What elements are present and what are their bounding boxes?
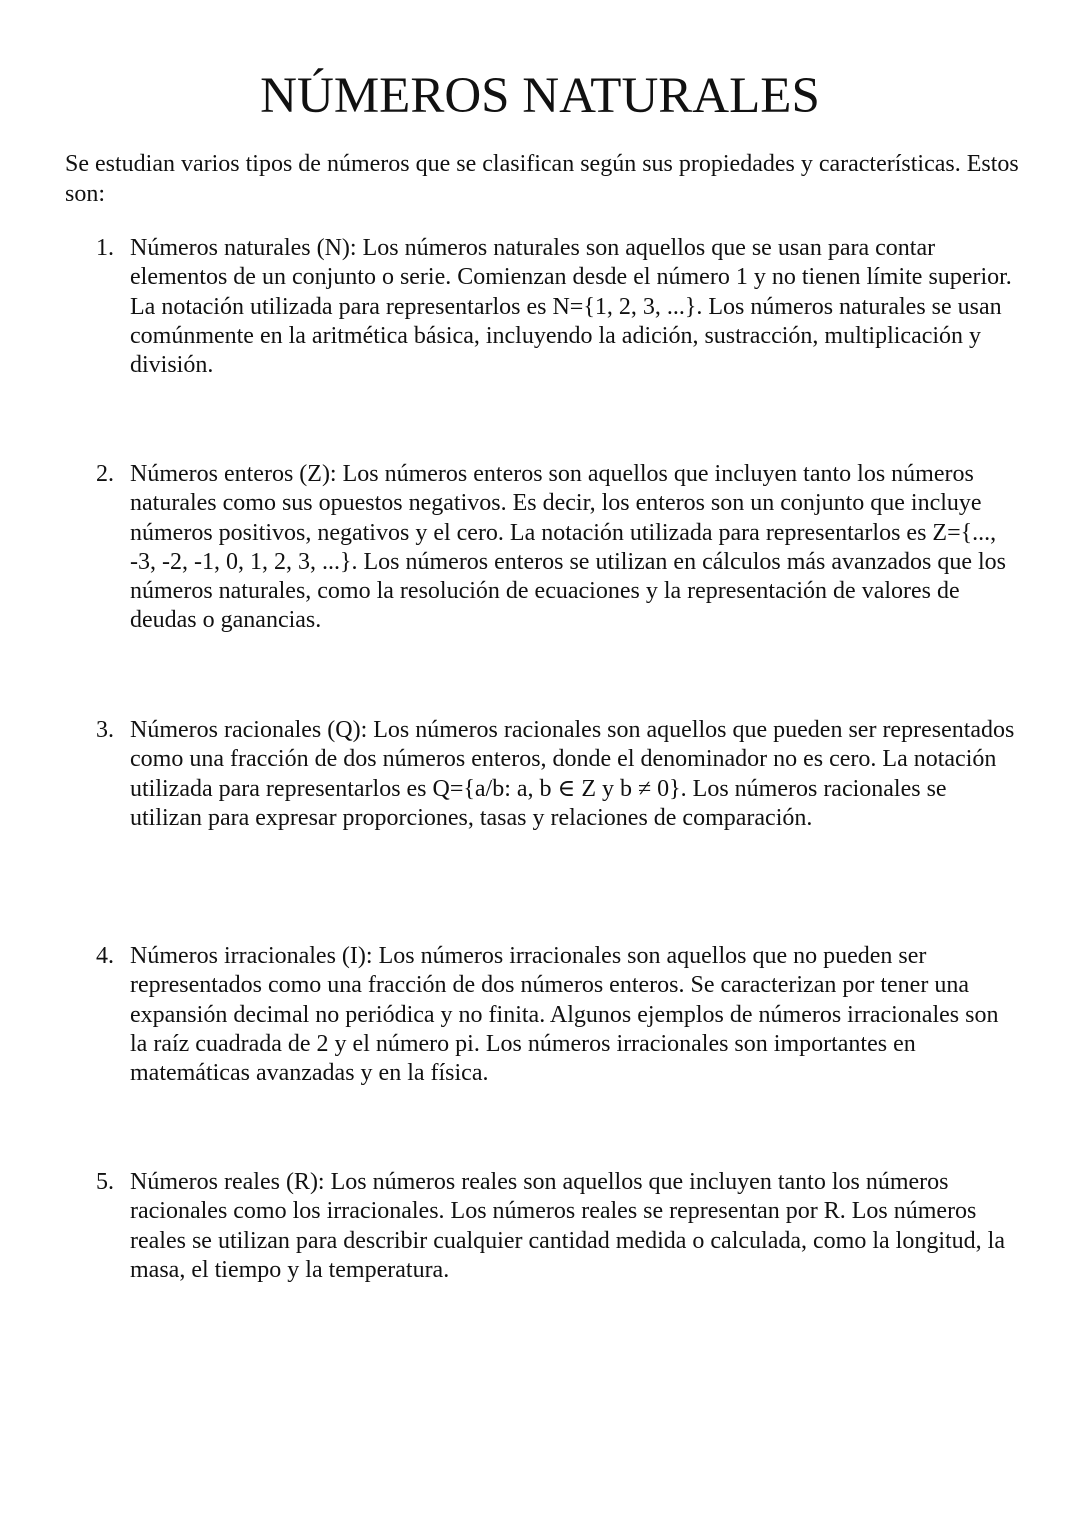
list-item-text: Números racionales (Q): Los números racionales son aquellos que pueden ser representados como una fracción de dos números enteros, donde el denominador no es cero. La notación utilizada para representarlos es Q={a/b: a, b ∈ Z y b ≠ 0}. Los números racionales se utilizan para expresar proporciones, tasas y relaciones de comparación.: [130, 717, 1015, 831]
list-item: [96, 942, 1016, 1088]
list-item-number: 5.: [96, 1169, 114, 1195]
list-item: [96, 716, 1016, 833]
list-item-text: Números enteros (Z): Los números enteros son aquellos que incluyen tanto los números naturales como sus opuestos negativos. Es decir, los enteros son un conjunto que incluye números positivos, negativos y el cero. La notación utilizada para representarlos es Z={..., -3, -2, -1, 0, 1, 2, 3, ...}. Los números enteros se utilizan en cálculos más avanzados que los números naturales, como la resolución de ecuaciones y la representación de valores de deudas o ganancias.: [130, 461, 1006, 634]
list-item: [96, 1168, 1016, 1285]
list-item: [96, 234, 1016, 380]
list-item-text: Números reales (R): Los números reales son aquellos que incluyen tanto los números racionales como los irracionales. Los números reales se representan por R. Los números reales se utilizan para describir cualquier cantidad medida o calculada, como la longitud, la masa, el tiempo y la temperatura.: [130, 1169, 1005, 1283]
list-item-text: Números naturales (N): Los números naturales son aquellos que se usan para contar elementos de un conjunto o serie. Comienzan desde el número 1 y no tienen límite superior. La notación utilizada para representarlos es N={1, 2, 3, ...}. Los números naturales se usan comúnmente en la aritmética básica, incluyendo la adición, sustracción, multiplicación y división.: [130, 235, 1012, 379]
list-item: [96, 460, 1016, 636]
list-item-text: Números irracionales (I): Los números irracionales son aquellos que no pueden ser representados como una fracción de dos números enteros. Se caracterizan por tener una expansión decimal no periódica y no finita. Algunos ejemplos de números irracionales son la raíz cuadrada de 2 y el número pi. Los números irracionales son importantes en matemáticas avanzadas y en la física.: [130, 943, 999, 1087]
intro-paragraph: Se estudian varios tipos de números que se clasifican según sus propiedades y características. Estos son:: [65, 151, 1019, 207]
page-title: NÚMEROS NATURALES: [260, 68, 820, 124]
list-item-number: 4.: [96, 943, 114, 969]
list-item-number: 2.: [96, 461, 114, 487]
list-item-number: 3.: [96, 717, 114, 743]
list-item-number: 1.: [96, 235, 114, 261]
